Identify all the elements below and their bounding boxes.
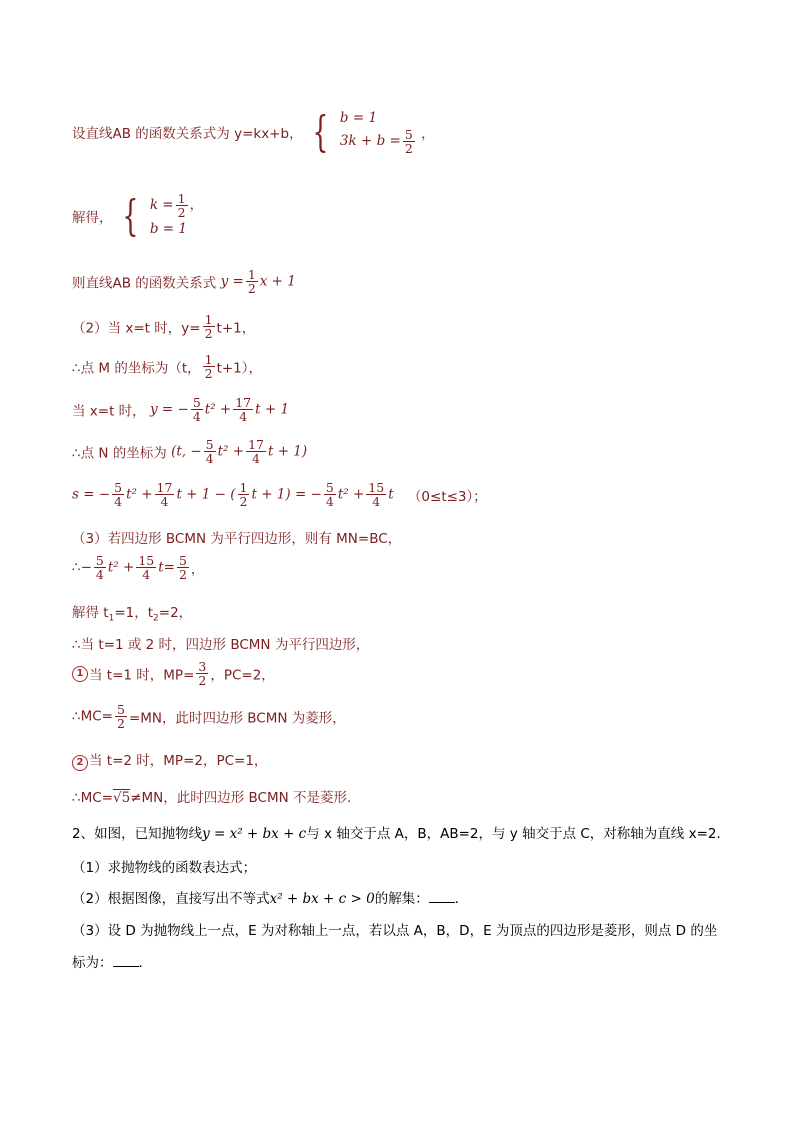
fraction-num: 17 <box>156 480 173 495</box>
fraction-num: 17 <box>248 437 264 452</box>
fraction-den: 4 <box>160 494 169 510</box>
line-5 <box>72 353 262 380</box>
equation-system-1 <box>340 108 417 156</box>
system-2-eq-1 <box>150 192 203 219</box>
fraction <box>324 481 336 508</box>
system-2-eq-1-tail: ， <box>189 197 204 214</box>
fraction-den: 2 <box>239 494 248 510</box>
line-7-mid: t² + <box>217 443 245 460</box>
line-8-m5: t <box>388 486 394 503</box>
circled-number-2: 2 <box>72 755 88 771</box>
fraction <box>136 554 156 581</box>
line-12-text: ∴当 t=1 或 2 时，四边形 BCMN 为平行四边形， <box>72 637 370 653</box>
problem-2-question <box>72 822 730 842</box>
fraction-num: 15 <box>138 553 155 568</box>
fraction <box>176 192 188 219</box>
fraction-den: 2 <box>204 326 213 342</box>
answer-blank <box>113 954 139 967</box>
problem-2-p2-c: ． <box>454 891 469 907</box>
line-1-text: 设直线AB 的函数关系式为 y=kx+b， <box>72 125 303 142</box>
fraction-num: 1 <box>239 480 248 495</box>
problem-2-q-a: 2、如图，已知抛物线 <box>72 826 203 842</box>
fraction-den: 2 <box>247 281 256 297</box>
line-6-mid: t² + <box>204 401 232 418</box>
line-3-text: 则直线AB 的函数关系式 <box>72 275 217 292</box>
fraction-num: 5 <box>192 395 201 410</box>
fraction <box>115 703 127 730</box>
line-10-m1: t² + <box>107 559 135 576</box>
fraction <box>366 481 386 508</box>
fraction-num: 5 <box>178 553 187 568</box>
line-14 <box>72 703 346 730</box>
line-7-text: ∴点 N 的坐标为 <box>72 445 167 462</box>
line-5-text: ∴点 M 的坐标为（t， <box>72 360 201 377</box>
problem-2-p2-b: 的解集： <box>374 891 429 907</box>
fraction <box>246 438 266 465</box>
fraction-num: 1 <box>247 267 256 282</box>
fraction-num: 5 <box>116 702 125 717</box>
fraction <box>196 660 208 687</box>
line-6 <box>72 396 289 423</box>
fraction-den: 2 <box>177 205 186 221</box>
line-11 <box>72 601 192 624</box>
problem-2-part-3-cont <box>72 951 152 971</box>
line-14-tail: =MN，此时四边形 BCMN 为菱形， <box>128 710 346 727</box>
fraction-den: 4 <box>372 494 381 510</box>
line-8-tail: （0≤t≤3）； <box>407 488 487 505</box>
line-10-tail: ， <box>190 561 205 578</box>
left-brace-icon: { <box>312 106 329 156</box>
fraction-den: 4 <box>239 409 248 425</box>
fraction-num: 5 <box>95 553 104 568</box>
fraction <box>238 481 250 508</box>
fraction <box>233 396 253 423</box>
problem-2-p4-a: 标为： <box>72 955 113 971</box>
line-1 <box>72 108 435 156</box>
fraction-den: 2 <box>178 567 187 583</box>
fraction-den: 2 <box>404 141 413 157</box>
fraction-num: 1 <box>204 312 213 327</box>
problem-2-p2-eq: x² + bx + c > 0 <box>269 891 375 907</box>
problem-2-q-b: 与 x 轴交于点 A，B，AB=2，与 y 轴交于点 C，对称轴为直线 x=2． <box>306 826 730 842</box>
circled-number-1: 1 <box>72 666 88 682</box>
line-16-a: ∴MC= <box>72 790 113 806</box>
fraction <box>191 396 203 423</box>
fraction-den: 4 <box>192 409 201 425</box>
line-11-a: 解得 t <box>72 605 109 621</box>
line-13-text: 当 t=1 时，MP= <box>89 667 195 684</box>
problem-2-q-eq: y = x² + bx + c <box>202 826 307 842</box>
line-13-tail: ，PC=2， <box>210 667 275 684</box>
line-8-m2: t + 1 − ( <box>176 486 236 503</box>
subscript: 2 <box>153 613 159 624</box>
line-6-text: 当 x=t 时， <box>72 403 146 420</box>
problem-2-p1-text: （1）求抛物线的函数表达式； <box>72 860 257 876</box>
line-16 <box>72 786 351 806</box>
line-8-m3: t + 1) = − <box>251 486 322 503</box>
line-6-lhs: y = − <box>149 401 189 418</box>
fraction-num: 1 <box>177 191 186 206</box>
system-1-eq-2-lhs: 3k + b = <box>339 133 401 150</box>
fraction-den: 2 <box>204 366 213 382</box>
line-14-text: ∴MC= <box>72 708 113 725</box>
fraction-den: 4 <box>325 494 334 510</box>
line-3-tail: x + 1 <box>259 273 296 290</box>
fraction <box>177 554 189 581</box>
line-10 <box>72 554 204 581</box>
line-4 <box>72 313 255 340</box>
fraction <box>155 481 175 508</box>
line-15-text: 当 t=2 时，MP=2，PC=1， <box>89 753 268 769</box>
problem-2-p3-text: （3）设 D 为抛物线上一点，E 为对称轴上一点，若以点 A，B，D，E 为顶点的四边形是菱形，则点 D 的坐 <box>72 923 718 939</box>
line-8-lhs: s = − <box>72 486 111 503</box>
fraction <box>203 353 215 380</box>
fraction-den: 4 <box>205 451 214 467</box>
line-5-tail: t+1）， <box>216 360 263 377</box>
fraction <box>94 554 106 581</box>
fraction <box>246 268 258 295</box>
fraction-num: 5 <box>114 480 123 495</box>
line-4-text: （2）当 x=t 时，y= <box>72 320 201 337</box>
fraction-num: 5 <box>404 127 413 143</box>
line-1-tail: ， <box>421 125 435 142</box>
fraction-num: 15 <box>368 480 385 495</box>
line-7-tail: t + 1) <box>267 443 308 460</box>
line-10-m2: t= <box>158 559 175 576</box>
fraction-den: 4 <box>114 494 123 510</box>
subscript: 1 <box>108 613 115 624</box>
sqrt-5: √5 <box>112 790 131 806</box>
line-8-m1: t² + <box>126 486 153 503</box>
fraction-den: 4 <box>252 451 260 467</box>
line-11-b: =1，t <box>114 605 154 621</box>
fraction <box>112 481 124 508</box>
fraction-den: 2 <box>198 673 207 689</box>
line-9 <box>72 527 401 547</box>
line-2 <box>72 192 203 240</box>
equation-system-2 <box>150 192 203 240</box>
answer-blank <box>429 890 455 903</box>
problem-2-part-2 <box>72 887 468 907</box>
line-7 <box>72 438 307 465</box>
problem-2-part-1 <box>72 856 256 876</box>
fraction <box>203 313 215 340</box>
line-6-tail: t + 1 <box>255 401 290 418</box>
fraction-num: 5 <box>205 437 214 452</box>
line-16-b: ≠MN，此时四边形 BCMN 不是菱形. <box>130 790 352 806</box>
fraction-num: 17 <box>235 395 252 410</box>
line-10-lhs: ∴− <box>72 559 92 576</box>
line-9-text: （3）若四边形 BCMN 为平行四边形，则有 MN=BC， <box>72 531 402 547</box>
fraction-num: 3 <box>198 659 207 674</box>
fraction-den: 4 <box>142 567 151 583</box>
line-11-c: =2， <box>158 605 193 621</box>
line-4-tail: t+1， <box>216 320 256 337</box>
fraction-num: 5 <box>325 480 334 495</box>
line-7-lhs: (t, − <box>171 443 202 460</box>
problem-2-p4-b: ． <box>138 955 152 971</box>
line-13 <box>72 660 275 687</box>
line-8 <box>72 481 487 508</box>
left-brace-icon: { <box>122 190 139 240</box>
fraction <box>204 438 216 465</box>
line-3-lhs: y = <box>220 273 244 290</box>
line-2-text: 解得， <box>72 209 113 226</box>
line-15 <box>72 749 267 771</box>
line-3 <box>72 268 296 295</box>
line-12 <box>72 633 369 653</box>
fraction-den: 4 <box>95 567 104 583</box>
line-8-m4: t² + <box>337 486 365 503</box>
fraction <box>403 128 415 155</box>
fraction-den: 2 <box>116 716 125 732</box>
system-1-eq-1: b = 1 <box>339 110 378 126</box>
system-2-eq-1-lhs: k = <box>149 197 174 214</box>
system-1-eq-2 <box>340 128 417 155</box>
fraction-num: 1 <box>204 352 213 367</box>
problem-2-part-3 <box>72 919 717 939</box>
problem-2-p2-a: （2）根据图像，直接写出不等式 <box>72 891 270 907</box>
system-2-eq-2: b = 1 <box>149 221 187 238</box>
